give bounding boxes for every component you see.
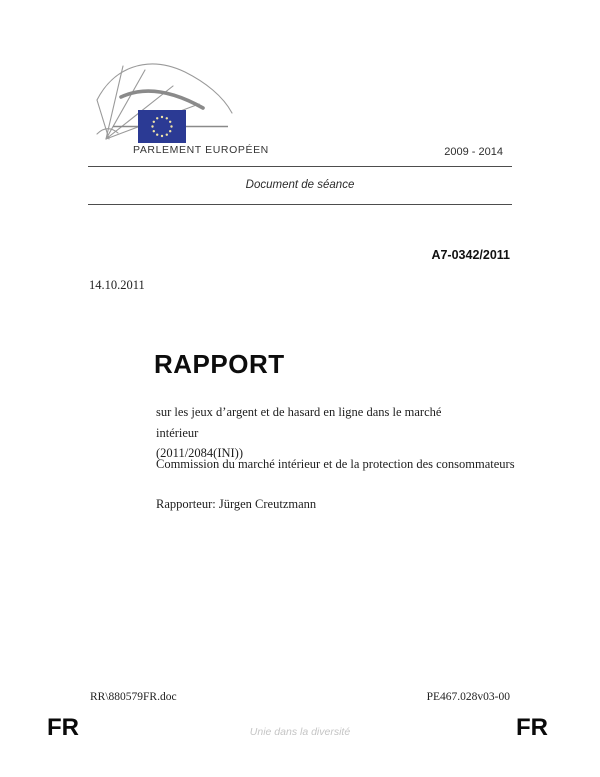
language-code-left: FR [47,714,79,741]
committee-name: Commission du marché intérieur et de la protection des consommateurs [156,457,515,471]
institution-name: PARLEMENT EUROPÉEN [133,144,269,156]
report-title: RAPPORT [154,349,285,379]
language-code-right: FR [516,714,548,741]
footer-doc-reference: RR\880579FR.doc [90,691,177,703]
eu-motto: Unie dans la diversité [249,726,351,738]
document-number: A7-0342/2011 [431,248,510,262]
footer-pe-reference: PE467.028v03-00 [426,691,510,703]
hemicycle-roof-stroke [121,91,203,108]
report-subject [156,402,486,464]
eu-flag-icon [138,110,186,143]
header-rule-top [88,166,512,167]
document-date: 14.10.2011 [89,278,145,292]
report-subject-line: sur les jeux d’argent et de hasard en ligne dans le marché intérieur [156,405,442,440]
legislature-years: 2009 - 2014 [444,146,503,158]
european-parliament-logo [85,60,235,148]
header-rule-bottom [88,204,512,205]
report-procedure-number: (2011/2084(INI)) [156,446,244,460]
rapporteur-line: Rapporteur: Jürgen Creutzmann [156,497,317,511]
document-type-label: Document de séance [245,179,355,191]
